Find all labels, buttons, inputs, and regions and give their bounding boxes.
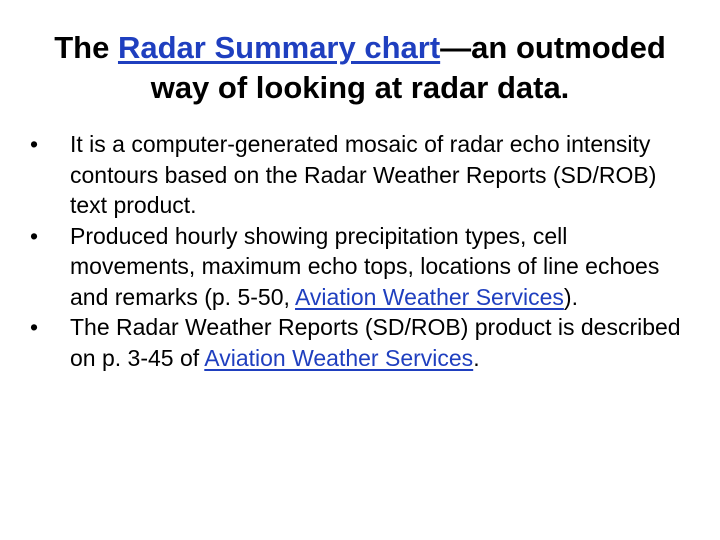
title-prefix: The xyxy=(54,30,118,65)
bullet-list xyxy=(24,129,684,373)
bullet-text-end: ). xyxy=(563,283,578,310)
bullet-text: Produced hourly showing precipitation types, cell movements, maximum echo tops, locations of line echoes and remarks (p. 5-50, xyxy=(70,222,660,310)
bullet-text: It is a computer-generated mosaic of radar echo intensity contours based on the Radar Weather Reports (SD/ROB) text product. xyxy=(70,131,657,218)
aviation-weather-services-link[interactable]: Aviation Weather Services xyxy=(295,283,564,310)
bullet-text-end: . xyxy=(473,344,480,371)
radar-summary-chart-link[interactable]: Radar Summary chart xyxy=(117,30,441,65)
bullet-text: The Radar Weather Reports (SD/ROB) product is described on p. 3-45 of xyxy=(70,314,681,371)
aviation-weather-services-link[interactable]: Aviation Weather Services xyxy=(204,344,474,371)
title-suffix: —an outmoded xyxy=(440,30,666,65)
slide-title xyxy=(20,28,700,108)
title-line-2: way of looking at radar data. xyxy=(150,70,570,105)
bullet-marker: • xyxy=(30,314,39,340)
bullet-item-1 xyxy=(24,129,684,221)
bullet-item-2 xyxy=(24,221,684,313)
bullet-marker: • xyxy=(30,222,39,249)
bullet-item-3 xyxy=(24,312,684,373)
bullet-marker: • xyxy=(30,131,39,157)
